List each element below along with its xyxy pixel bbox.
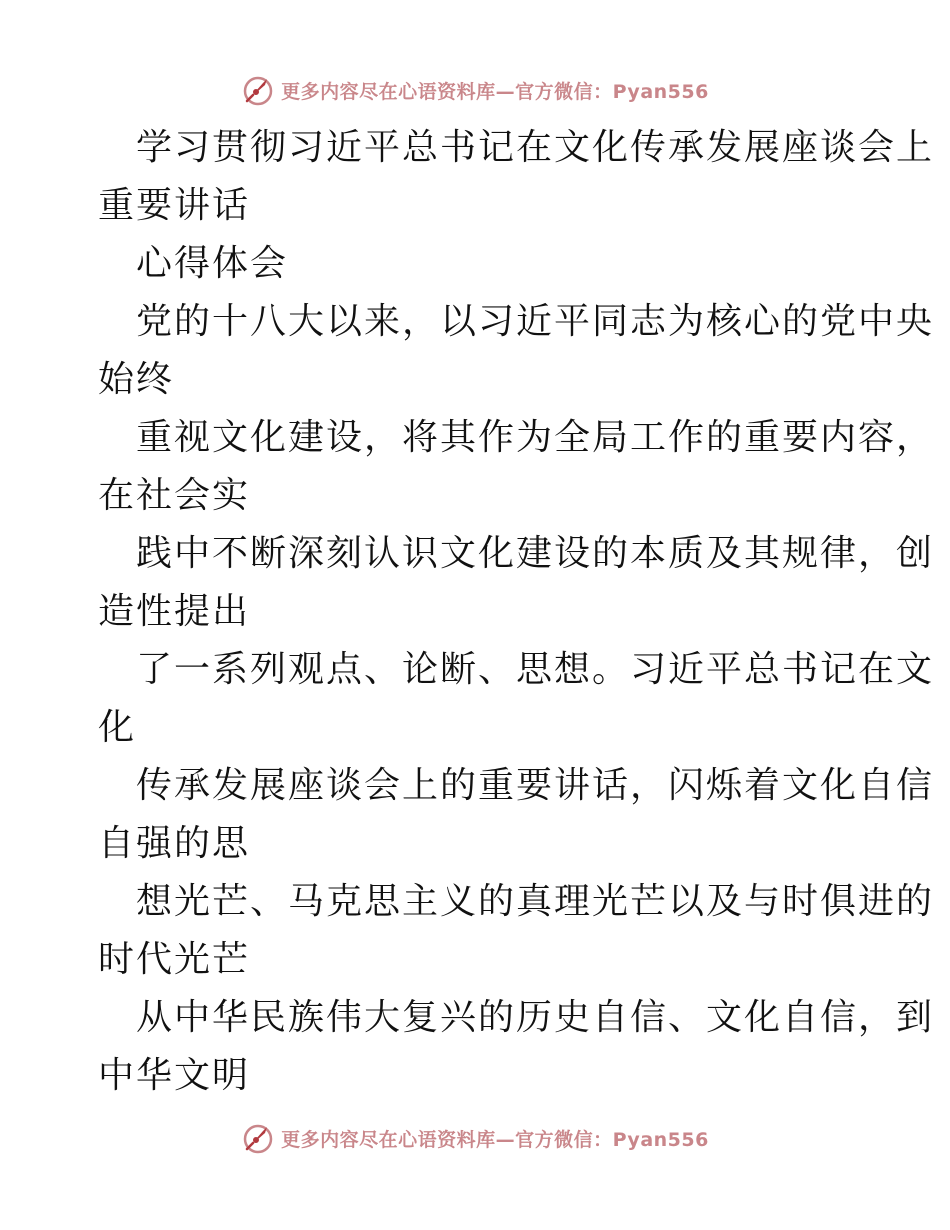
doc-line: 心得体会 bbox=[136, 243, 289, 284]
doc-line: 自强的思 bbox=[98, 823, 251, 864]
doc-line: 从中华民族伟大复兴的历史自信、文化自信，到 bbox=[136, 997, 935, 1038]
watermark-footer bbox=[0, 1118, 950, 1158]
doc-line: 化 bbox=[98, 707, 137, 748]
doc-line: 中华文明 bbox=[98, 1055, 251, 1096]
quill-pen-logo-icon bbox=[241, 73, 275, 107]
doc-line: 学习贯彻习近平总书记在文化传承发展座谈会上 bbox=[136, 127, 935, 168]
doc-line: 践中不断深刻认识文化建设的本质及其规律，创 bbox=[136, 533, 935, 574]
doc-line: 传承发展座谈会上的重要讲话，闪烁着文化自信 bbox=[136, 765, 935, 806]
doc-line: 党的十八大以来，以习近平同志为核心的党中央 bbox=[136, 301, 935, 342]
watermark-text: 更多内容尽在心语资料库—官方微信：Pyan556 bbox=[281, 80, 709, 103]
doc-line: 了一系列观点、论断、思想。习近平总书记在文 bbox=[136, 649, 935, 690]
doc-line: 造性提出 bbox=[98, 591, 251, 632]
doc-line: 在社会实 bbox=[98, 475, 251, 516]
quill-pen-logo-icon bbox=[241, 1121, 275, 1155]
doc-line: 重要讲话 bbox=[98, 185, 251, 226]
doc-line: 重视文化建设，将其作为全局工作的重要内容， bbox=[136, 417, 935, 458]
doc-line: 始终 bbox=[98, 359, 175, 400]
watermark-text: 更多内容尽在心语资料库—官方微信：Pyan556 bbox=[281, 1128, 709, 1151]
watermark-header bbox=[0, 70, 950, 110]
doc-line: 想光芒、马克思主义的真理光芒以及与时俱进的 bbox=[136, 881, 935, 922]
doc-line: 时代光芒 bbox=[98, 939, 251, 980]
